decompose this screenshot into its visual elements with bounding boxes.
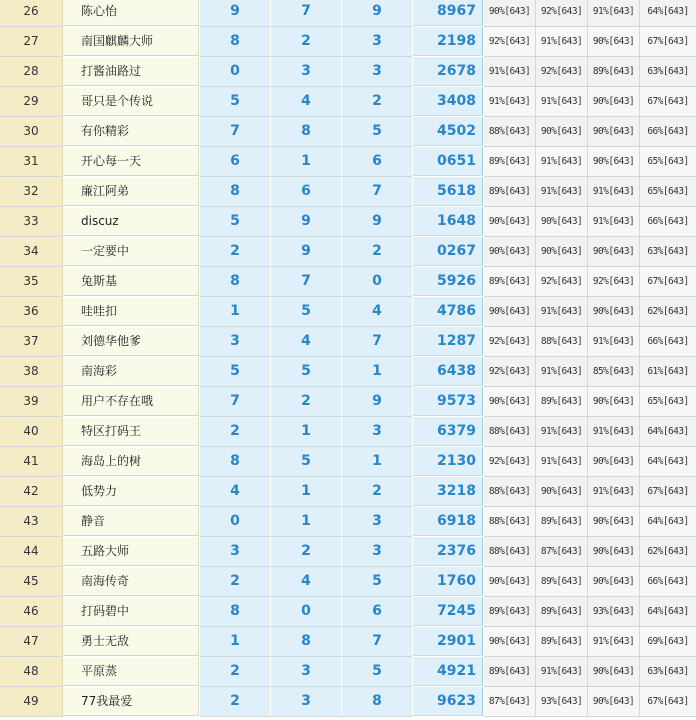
digit-2-cell: 7 (271, 0, 342, 27)
rate-2-cell: 89%[643] (536, 507, 588, 537)
table-row (0, 297, 696, 327)
rate-1-cell: 90%[643] (484, 567, 536, 597)
table-row (0, 327, 696, 357)
rate-2-cell: 91%[643] (536, 147, 588, 177)
rate-4-cell: 64%[643] (640, 447, 696, 477)
digit-1-cell: 2 (200, 417, 271, 447)
code-number-cell: 5618 (413, 177, 483, 206)
digit-3-cell: 9 (342, 387, 413, 417)
code-number-cell: 3408 (413, 87, 483, 116)
table-row (0, 0, 696, 27)
digit-3-cell: 5 (342, 657, 413, 687)
code-number-cell: 2376 (413, 537, 483, 566)
table-row (0, 27, 696, 57)
rate-2-cell: 92%[643] (536, 0, 588, 27)
table-row (0, 447, 696, 477)
digit-2-cell: 6 (271, 177, 342, 207)
user-name-cell: 用户不存在哦 (63, 387, 199, 416)
rate-4-cell: 66%[643] (640, 117, 696, 147)
rate-2-cell: 93%[643] (536, 687, 588, 717)
rate-3-cell: 90%[643] (588, 297, 640, 327)
rate-3-cell: 90%[643] (588, 87, 640, 117)
table-row (0, 567, 696, 597)
code-number-cell: 1648 (413, 207, 483, 236)
digit-2-cell: 4 (271, 87, 342, 117)
rate-2-cell: 91%[643] (536, 357, 588, 387)
table-row (0, 657, 696, 687)
rate-3-cell: 91%[643] (588, 627, 640, 657)
code-number-cell: 2901 (413, 627, 483, 656)
rate-2-cell: 92%[643] (536, 267, 588, 297)
row-number-cell: 26 (0, 0, 63, 27)
digit-3-cell: 8 (342, 687, 413, 717)
rate-2-cell: 89%[643] (536, 627, 588, 657)
digit-3-cell: 2 (342, 87, 413, 117)
rate-1-cell: 88%[643] (484, 417, 536, 447)
rate-3-cell: 90%[643] (588, 387, 640, 417)
rate-3-cell: 89%[643] (588, 57, 640, 87)
rate-3-cell: 91%[643] (588, 177, 640, 207)
digit-1-cell: 3 (200, 537, 271, 567)
digit-1-cell: 5 (200, 87, 271, 117)
rate-1-cell: 87%[643] (484, 687, 536, 717)
user-name-cell: 兔斯基 (63, 267, 199, 296)
digit-2-cell: 3 (271, 687, 342, 717)
digit-2-cell: 4 (271, 327, 342, 357)
rate-1-cell: 92%[643] (484, 447, 536, 477)
row-number-cell: 41 (0, 447, 63, 477)
rate-3-cell: 90%[643] (588, 237, 640, 267)
user-name-cell: 特区打码王 (63, 417, 199, 446)
rate-1-cell: 92%[643] (484, 27, 536, 57)
code-number-cell: 1760 (413, 567, 483, 596)
digit-2-cell: 3 (271, 657, 342, 687)
user-name-cell: 陈心怡 (63, 0, 199, 26)
rate-3-cell: 92%[643] (588, 267, 640, 297)
row-number-cell: 27 (0, 27, 63, 57)
rate-1-cell: 88%[643] (484, 117, 536, 147)
digit-3-cell: 3 (342, 507, 413, 537)
rate-4-cell: 63%[643] (640, 57, 696, 87)
rate-2-cell: 91%[643] (536, 447, 588, 477)
table-row (0, 207, 696, 237)
rate-4-cell: 64%[643] (640, 417, 696, 447)
rate-3-cell: 90%[643] (588, 27, 640, 57)
rate-4-cell: 66%[643] (640, 567, 696, 597)
code-number-cell: 6918 (413, 507, 483, 536)
code-number-cell: 2130 (413, 447, 483, 476)
row-number-cell: 48 (0, 657, 63, 687)
row-number-cell: 45 (0, 567, 63, 597)
rate-2-cell: 87%[643] (536, 537, 588, 567)
rate-2-cell: 91%[643] (536, 417, 588, 447)
user-name-cell: 海岛上的树 (63, 447, 199, 476)
row-number-cell: 46 (0, 597, 63, 627)
user-name-cell: 77我最爱 (63, 687, 199, 716)
digit-1-cell: 6 (200, 147, 271, 177)
digit-1-cell: 8 (200, 177, 271, 207)
digit-3-cell: 2 (342, 477, 413, 507)
rate-2-cell: 90%[643] (536, 207, 588, 237)
rate-2-cell: 88%[643] (536, 327, 588, 357)
row-number-cell: 40 (0, 417, 63, 447)
user-name-cell: 廉江阿弟 (63, 177, 199, 206)
digit-3-cell: 6 (342, 597, 413, 627)
rate-1-cell: 89%[643] (484, 177, 536, 207)
code-number-cell: 2198 (413, 27, 483, 56)
rate-2-cell: 89%[643] (536, 387, 588, 417)
table-row (0, 147, 696, 177)
rate-4-cell: 67%[643] (640, 27, 696, 57)
code-number-cell: 6379 (413, 417, 483, 446)
digit-1-cell: 2 (200, 567, 271, 597)
rate-4-cell: 66%[643] (640, 327, 696, 357)
user-name-cell: 打码碧中 (63, 597, 199, 626)
rate-3-cell: 85%[643] (588, 357, 640, 387)
digit-3-cell: 5 (342, 117, 413, 147)
digit-3-cell: 4 (342, 297, 413, 327)
user-name-cell: 勇士无敌 (63, 627, 199, 656)
rate-2-cell: 90%[643] (536, 117, 588, 147)
rate-4-cell: 61%[643] (640, 357, 696, 387)
rate-1-cell: 91%[643] (484, 57, 536, 87)
digit-1-cell: 0 (200, 57, 271, 87)
digit-1-cell: 1 (200, 297, 271, 327)
code-number-cell: 6438 (413, 357, 483, 386)
rate-4-cell: 66%[643] (640, 207, 696, 237)
rate-2-cell: 91%[643] (536, 27, 588, 57)
digit-1-cell: 5 (200, 357, 271, 387)
user-name-cell: discuz (63, 207, 199, 236)
rate-1-cell: 90%[643] (484, 237, 536, 267)
code-number-cell: 9623 (413, 687, 483, 716)
digit-2-cell: 5 (271, 297, 342, 327)
digit-3-cell: 3 (342, 417, 413, 447)
user-name-cell: 静音 (63, 507, 199, 536)
digit-3-cell: 3 (342, 537, 413, 567)
rate-1-cell: 88%[643] (484, 537, 536, 567)
digit-1-cell: 7 (200, 387, 271, 417)
row-number-cell: 44 (0, 537, 63, 567)
row-number-cell: 29 (0, 87, 63, 117)
rate-3-cell: 91%[643] (588, 477, 640, 507)
rate-1-cell: 90%[643] (484, 0, 536, 27)
digit-1-cell: 0 (200, 507, 271, 537)
rate-3-cell: 91%[643] (588, 207, 640, 237)
digit-2-cell: 1 (271, 417, 342, 447)
digit-1-cell: 3 (200, 327, 271, 357)
digit-1-cell: 8 (200, 597, 271, 627)
row-number-cell: 30 (0, 117, 63, 147)
rate-4-cell: 65%[643] (640, 387, 696, 417)
rate-1-cell: 88%[643] (484, 477, 536, 507)
digit-3-cell: 1 (342, 357, 413, 387)
rate-4-cell: 67%[643] (640, 477, 696, 507)
digit-3-cell: 7 (342, 177, 413, 207)
rate-1-cell: 90%[643] (484, 387, 536, 417)
digit-1-cell: 8 (200, 27, 271, 57)
user-name-cell: 南国麒麟大师 (63, 27, 199, 56)
row-number-cell: 47 (0, 627, 63, 657)
rate-1-cell: 89%[643] (484, 657, 536, 687)
digit-2-cell: 9 (271, 207, 342, 237)
table-row (0, 387, 696, 417)
digit-2-cell: 1 (271, 477, 342, 507)
code-number-cell: 7245 (413, 597, 483, 626)
digit-3-cell: 3 (342, 27, 413, 57)
rate-3-cell: 90%[643] (588, 657, 640, 687)
digit-1-cell: 2 (200, 237, 271, 267)
user-name-cell: 开心每一天 (63, 147, 199, 176)
rate-4-cell: 63%[643] (640, 657, 696, 687)
rate-4-cell: 65%[643] (640, 147, 696, 177)
digit-2-cell: 0 (271, 597, 342, 627)
rate-4-cell: 62%[643] (640, 297, 696, 327)
table-row (0, 117, 696, 147)
table-row (0, 597, 696, 627)
code-number-cell: 0651 (413, 147, 483, 176)
rate-3-cell: 90%[643] (588, 447, 640, 477)
user-name-cell: 有你精彩 (63, 117, 199, 146)
digit-2-cell: 2 (271, 387, 342, 417)
rate-4-cell: 67%[643] (640, 687, 696, 717)
user-name-cell: 刘德华他爹 (63, 327, 199, 356)
rate-1-cell: 89%[643] (484, 267, 536, 297)
rate-4-cell: 67%[643] (640, 87, 696, 117)
digit-1-cell: 8 (200, 267, 271, 297)
table-row (0, 177, 696, 207)
table-row (0, 477, 696, 507)
rate-2-cell: 89%[643] (536, 567, 588, 597)
rate-1-cell: 88%[643] (484, 507, 536, 537)
digit-2-cell: 4 (271, 567, 342, 597)
row-number-cell: 34 (0, 237, 63, 267)
rate-1-cell: 91%[643] (484, 87, 536, 117)
rate-1-cell: 92%[643] (484, 327, 536, 357)
code-number-cell: 4786 (413, 297, 483, 326)
code-number-cell: 0267 (413, 237, 483, 266)
digit-3-cell: 5 (342, 567, 413, 597)
rate-4-cell: 64%[643] (640, 0, 696, 27)
rate-4-cell: 64%[643] (640, 597, 696, 627)
digit-1-cell: 5 (200, 207, 271, 237)
rate-1-cell: 89%[643] (484, 147, 536, 177)
row-number-cell: 49 (0, 687, 63, 717)
user-name-cell: 平原蒸 (63, 657, 199, 686)
digit-3-cell: 9 (342, 0, 413, 27)
code-number-cell: 4921 (413, 657, 483, 686)
rate-4-cell: 65%[643] (640, 177, 696, 207)
digit-1-cell: 9 (200, 0, 271, 27)
rate-3-cell: 91%[643] (588, 417, 640, 447)
rate-4-cell: 67%[643] (640, 267, 696, 297)
code-number-cell: 2678 (413, 57, 483, 86)
table-row (0, 417, 696, 447)
code-number-cell: 8967 (413, 0, 483, 26)
rate-2-cell: 91%[643] (536, 297, 588, 327)
row-number-cell: 28 (0, 57, 63, 87)
table-row (0, 687, 696, 717)
code-number-cell: 9573 (413, 387, 483, 416)
digit-2-cell: 8 (271, 627, 342, 657)
digit-1-cell: 7 (200, 117, 271, 147)
rate-3-cell: 90%[643] (588, 147, 640, 177)
row-number-cell: 43 (0, 507, 63, 537)
code-number-cell: 4502 (413, 117, 483, 146)
code-number-cell: 5926 (413, 267, 483, 296)
rate-1-cell: 90%[643] (484, 297, 536, 327)
table-row (0, 237, 696, 267)
rate-3-cell: 90%[643] (588, 537, 640, 567)
code-number-cell: 1287 (413, 327, 483, 356)
digit-3-cell: 3 (342, 57, 413, 87)
user-name-cell: 五路大师 (63, 537, 199, 566)
digit-3-cell: 9 (342, 207, 413, 237)
rate-2-cell: 90%[643] (536, 477, 588, 507)
row-number-cell: 38 (0, 357, 63, 387)
digit-2-cell: 2 (271, 27, 342, 57)
table-row (0, 627, 696, 657)
digit-2-cell: 5 (271, 447, 342, 477)
rate-4-cell: 69%[643] (640, 627, 696, 657)
digit-2-cell: 8 (271, 117, 342, 147)
digit-2-cell: 9 (271, 237, 342, 267)
digit-2-cell: 1 (271, 507, 342, 537)
rate-2-cell: 92%[643] (536, 57, 588, 87)
digit-1-cell: 2 (200, 687, 271, 717)
table-row (0, 267, 696, 297)
rate-3-cell: 90%[643] (588, 507, 640, 537)
digit-3-cell: 6 (342, 147, 413, 177)
user-name-cell: 一定要中 (63, 237, 199, 266)
digit-2-cell: 3 (271, 57, 342, 87)
user-name-cell: 南海彩 (63, 357, 199, 386)
row-number-cell: 33 (0, 207, 63, 237)
user-name-cell: 低势力 (63, 477, 199, 506)
rate-4-cell: 62%[643] (640, 537, 696, 567)
rate-4-cell: 64%[643] (640, 507, 696, 537)
rate-1-cell: 89%[643] (484, 597, 536, 627)
table-row (0, 87, 696, 117)
digit-3-cell: 0 (342, 267, 413, 297)
digit-2-cell: 1 (271, 147, 342, 177)
table-row (0, 537, 696, 567)
digit-1-cell: 4 (200, 477, 271, 507)
rate-3-cell: 91%[643] (588, 327, 640, 357)
rate-2-cell: 91%[643] (536, 657, 588, 687)
digit-1-cell: 1 (200, 627, 271, 657)
digit-1-cell: 8 (200, 447, 271, 477)
table-row (0, 57, 696, 87)
digit-2-cell: 2 (271, 537, 342, 567)
rate-2-cell: 89%[643] (536, 597, 588, 627)
rate-4-cell: 63%[643] (640, 237, 696, 267)
row-number-cell: 42 (0, 477, 63, 507)
row-number-cell: 31 (0, 147, 63, 177)
table-row (0, 507, 696, 537)
rate-3-cell: 90%[643] (588, 117, 640, 147)
row-number-cell: 32 (0, 177, 63, 207)
table-row (0, 357, 696, 387)
rate-1-cell: 92%[643] (484, 357, 536, 387)
rate-3-cell: 93%[643] (588, 597, 640, 627)
digit-3-cell: 7 (342, 327, 413, 357)
row-number-cell: 35 (0, 267, 63, 297)
user-name-cell: 哇哇扣 (63, 297, 199, 326)
row-number-cell: 39 (0, 387, 63, 417)
rate-3-cell: 91%[643] (588, 0, 640, 27)
user-name-cell: 哥只是个传说 (63, 87, 199, 116)
code-number-cell: 3218 (413, 477, 483, 506)
rate-1-cell: 90%[643] (484, 627, 536, 657)
rate-1-cell: 90%[643] (484, 207, 536, 237)
rate-2-cell: 91%[643] (536, 87, 588, 117)
row-number-cell: 36 (0, 297, 63, 327)
user-name-cell: 南海传奇 (63, 567, 199, 596)
digit-1-cell: 2 (200, 657, 271, 687)
row-number-cell: 37 (0, 327, 63, 357)
user-name-cell: 打酱油路过 (63, 57, 199, 86)
rate-2-cell: 90%[643] (536, 237, 588, 267)
digit-2-cell: 7 (271, 267, 342, 297)
rate-3-cell: 90%[643] (588, 567, 640, 597)
digit-3-cell: 1 (342, 447, 413, 477)
digit-3-cell: 2 (342, 237, 413, 267)
digit-2-cell: 5 (271, 357, 342, 387)
digit-3-cell: 7 (342, 627, 413, 657)
rate-3-cell: 90%[643] (588, 687, 640, 717)
rate-2-cell: 91%[643] (536, 177, 588, 207)
